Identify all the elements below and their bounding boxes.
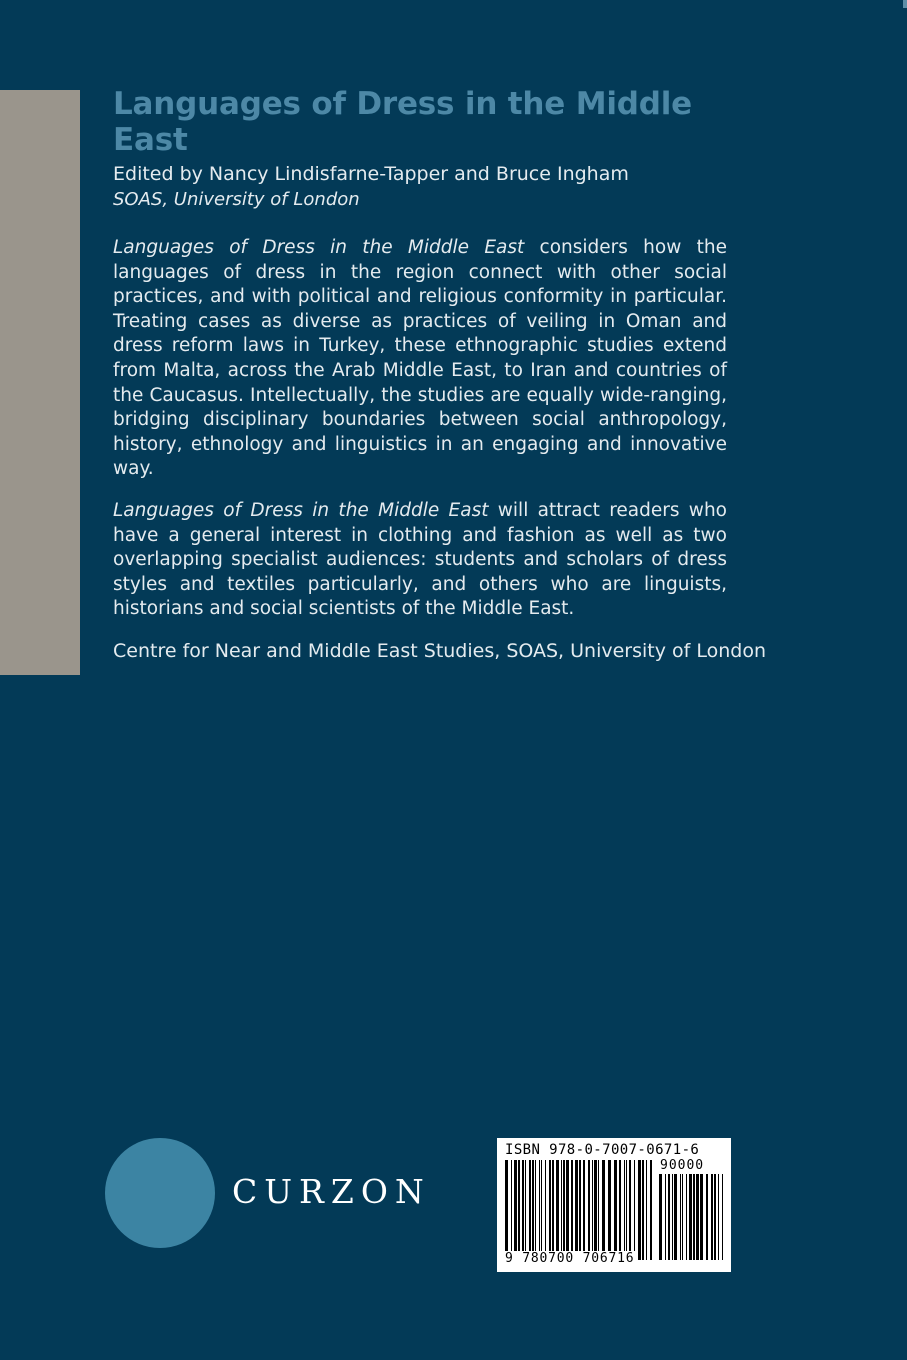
barcode-bar	[686, 1174, 687, 1260]
barcode-bar	[711, 1174, 713, 1260]
barcode-bar	[696, 1174, 699, 1260]
description-paragraph-1	[113, 236, 727, 482]
barcode-bar	[514, 1160, 517, 1260]
affiliation-line: SOAS, University of London	[113, 189, 360, 210]
barcode-bar	[552, 1160, 554, 1260]
barcode-bar	[575, 1160, 578, 1260]
addon-barcode-bars	[659, 1174, 723, 1260]
barcode-bar	[638, 1160, 641, 1260]
inline-title: Languages of Dress in the Middle East	[113, 237, 525, 258]
description-paragraph-2	[113, 499, 727, 622]
book-title: Languages of Dress in the Middle East	[113, 86, 692, 158]
barcode-bar	[659, 1174, 662, 1260]
barcode-bar	[624, 1160, 625, 1260]
barcode-bar	[505, 1160, 508, 1260]
barcode-bar	[672, 1174, 673, 1260]
barcode-bar	[549, 1160, 551, 1260]
barcode-bar	[700, 1174, 703, 1260]
barcode-bar	[571, 1160, 573, 1260]
barcode-bar	[522, 1160, 524, 1260]
barcode-bar	[680, 1174, 681, 1260]
barcode-bar	[693, 1174, 695, 1260]
ean-digits: 9 780700 706716	[505, 1251, 635, 1266]
barcode-bar	[556, 1160, 559, 1260]
back-cover-text	[113, 86, 767, 663]
barcode-bar	[518, 1160, 520, 1260]
barcode-bar	[674, 1174, 677, 1260]
ean-barcode-bars	[505, 1160, 655, 1260]
price-code: 90000	[660, 1158, 705, 1173]
barcode-bar	[689, 1174, 692, 1260]
barcode-bar	[714, 1174, 716, 1260]
barcode-bar	[579, 1160, 581, 1260]
barcode-bar	[541, 1160, 542, 1260]
barcode-bar	[545, 1160, 546, 1260]
barcode-bar	[634, 1160, 635, 1260]
barcode-bar	[706, 1174, 708, 1260]
side-color-panel	[0, 90, 80, 675]
barcode-bar	[529, 1160, 531, 1260]
inline-title: Languages of Dress in the Middle East	[113, 499, 489, 521]
barcode-bar	[650, 1160, 652, 1260]
barcode-bar	[563, 1160, 565, 1260]
barcode-bar	[722, 1174, 723, 1260]
barcode-bar	[588, 1160, 590, 1260]
barcode-bar	[646, 1160, 647, 1260]
paragraph-text: considers how the languages of dress in the region connect with other social practices, and with political and religious conformity in particular. Treating cases as diverse as practices of veiling in Oman and dress reform laws in Turkey, these ethnographic studies extend from Malta, across the Arab Middle East, to Iran and countries of the Caucasus. Intellectually, the studies are equally wide-ranging, bridging disciplinary boundaries between social anthropology, history, ethnology and linguistics in an engaging and innovative way.	[113, 237, 727, 480]
barcode-bar	[594, 1160, 597, 1260]
centre-credit: Centre for Near and Middle East Studies, SOAS, University of London	[113, 639, 767, 662]
barcode-bar	[532, 1160, 534, 1260]
barcode-bar	[525, 1160, 526, 1260]
barcode-bar	[535, 1160, 536, 1260]
isbn-barcode	[497, 1138, 731, 1272]
barcode-bar	[583, 1160, 585, 1260]
isbn-label: ISBN 978-0-7007-0671-6	[505, 1142, 700, 1158]
barcode-bar	[665, 1174, 666, 1260]
barcode-bar	[614, 1160, 617, 1260]
barcode-bar	[668, 1174, 670, 1260]
paragraph-text: will attract readers who have a general interest in clothing and fashion as well as two overlapping specialist audiences: students and scholars of dress styles and textiles particularly, and others who are linguists, historians and social scientists of the Middle East.	[113, 499, 727, 620]
barcode-bar	[566, 1160, 569, 1260]
corner-mark	[903, 0, 907, 8]
barcode-bar	[561, 1160, 562, 1260]
barcode-bar	[629, 1160, 631, 1260]
barcode-bar	[511, 1160, 512, 1260]
barcode-bar	[682, 1174, 683, 1260]
barcode-bar	[626, 1160, 627, 1260]
barcode-bar	[598, 1160, 599, 1260]
barcode-bar	[619, 1160, 621, 1260]
editors-line: Edited by Nancy Lindisfarne-Tapper and Bruce Ingham	[113, 163, 629, 185]
barcode-bar	[539, 1160, 540, 1260]
publisher-name: CURZON	[232, 1172, 431, 1211]
barcode-bar	[592, 1160, 593, 1260]
barcode-bar	[718, 1174, 719, 1260]
barcode-bar	[608, 1160, 611, 1260]
barcode-bar	[642, 1160, 644, 1260]
publisher-logo-circle	[105, 1138, 215, 1248]
barcode-bar	[602, 1160, 605, 1260]
